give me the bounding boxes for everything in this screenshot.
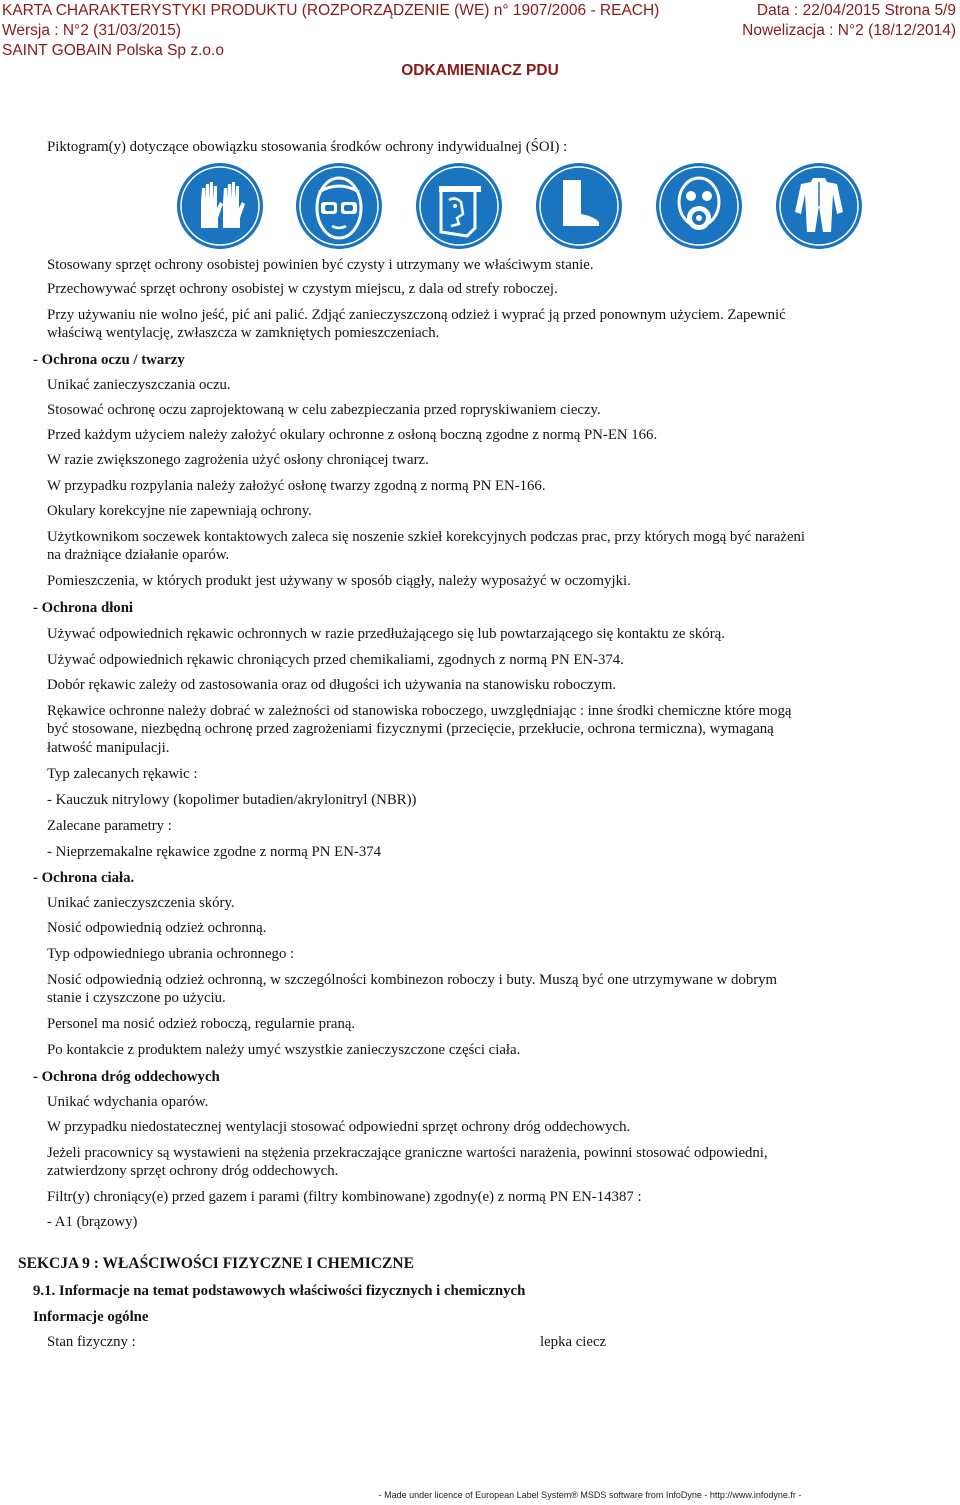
heading-eye-face: - Ochrona oczu / twarzy [33,352,185,368]
face-shield-icon [415,162,503,250]
physical-state-value: lepka ciecz [540,1334,607,1350]
section-9-subtitle: 9.1. Informacje na temat podstawowych właściwości fizycznych i chemicznych [33,1283,526,1299]
text-line: Nosić odpowiednią odzież ochronną. [47,920,267,936]
text-line: Zalecane parametry : [47,818,172,834]
text-line: Stosować ochronę oczu zaprojektowaną w celu zabezpieczania przed ropryskiwaniem cieczy. [47,402,601,418]
safety-boots-icon [535,162,623,250]
general-info-heading: Informacje ogólne [33,1309,149,1325]
heading-body: - Ochrona ciała. [33,870,135,886]
text-line: Dobór rękawic zależy od zastosowania oraz od długości ich używania na stanowisku roboczym. [47,677,617,693]
document-header [0,0,960,82]
text-line: Używać odpowiednich rękawic chroniących przed chemikaliami, zgodnych z normą PN EN-374. [47,652,624,668]
text-line: Unikać wdychania oparów. [47,1094,209,1110]
text-line: Przed każdym użyciem należy założyć okulary ochronne z osłoną boczną zgodne z normą PN-EN 166. [47,427,658,443]
text-line: być stosowane, niezbędną ochronę przed zagrożeniami fizycznymi (przecięcie, przekłucie, ochrona termiczna), wymaganą [47,721,774,737]
text-line: Typ odpowiedniego ubrania ochronnego : [47,946,295,962]
text-line: zatwierdzony sprzęt ochrony dróg oddechowych. [47,1163,339,1179]
text-line: Po kontakcie z produktem należy umyć wszystkie zanieczyszczone części ciała. [47,1042,521,1058]
text-line: Nosić odpowiednią odzież ochronną, w szczególności kombinezon roboczy i buty. Muszą być one utrzymywane w dobrym [47,972,778,988]
text-line: Typ zalecanych rękawic : [47,766,198,782]
text-line: łatwość manipulacji. [47,740,170,756]
header-company: SAINT GOBAIN Polska Sp z.o.o [2,42,224,59]
footer-credit: - Made under licence of European Label System® MSDS software from InfoDyne - http://www.infodyne.fr - [378,1490,802,1500]
text-line: Pomieszczenia, w których produkt jest używany w sposób ciągły, należy wyposażyć w oczomyjki. [47,573,631,589]
text-line: stanie i czyszczone po użyciu. [47,990,226,1006]
respirator-icon [655,162,743,250]
header-date-page: Data : 22/04/2015 Strona 5/9 [756,2,956,19]
text-line: Przy używaniu nie wolno jeść, pić ani palić. Zdjąć zanieczyszczoną odzież i wyprać ją przed ponownym użyciem. Zapewnić [47,307,786,323]
text-line: Unikać zanieczyszczania oczu. [47,377,231,393]
text-line: Jeżeli pracownicy są wystawieni na stężenia przekraczające graniczne wartości narażenia, powinni stosować odpowiedni, [47,1145,768,1161]
text-line: - A1 (brązowy) [47,1214,138,1230]
pictograms-intro: Piktogram(y) dotyczące obowiązku stosowania środków ochrony indywidualnej (ŚOI) : [47,139,568,155]
section-9-title: SEKCJA 9 : WŁAŚCIWOŚCI FIZYCZNE I CHEMICZNE [18,1255,414,1272]
text-line: Rękawice ochronne należy dobrać w zależności od stanowiska roboczego, uwzględniając : inne środki chemiczne które mogą [47,703,792,719]
header-version: Wersja : N°2 (31/03/2015) [2,22,182,39]
text-line: - Nieprzemakalne rękawice zgodne z normą PN EN-374 [47,844,382,860]
text-line: na drażniące działanie oparów. [47,547,230,563]
text-line: Filtr(y) chroniący(e) przed gazem i parami (filtry kombinowane) zgodny(e) z normą PN EN-14387 : [47,1189,642,1205]
text-line: Stosowany sprzęt ochrony osobistej powinien być czysty i utrzymany we właściwym stanie. [47,257,594,273]
text-line: Użytkownikom soczewek kontaktowych zaleca się noszenie szkieł korekcyjnych podczas prac, przy których mogą być narażeni [47,529,806,545]
heading-respiratory: - Ochrona dróg oddechowych [33,1069,220,1085]
header-revision: Nowelizacja : N°2 (18/12/2014) [742,22,956,39]
text-line: W przypadku rozpylania należy założyć osłonę twarzy zgodną z normą PN EN-166. [47,478,546,494]
text-line: Personel ma nosić odzież roboczą, regularnie praną. [47,1016,356,1032]
text-line: Unikać zanieczyszczenia skóry. [47,895,235,911]
text-line: Przechowywać sprzęt ochrony osobistej w czystym miejscu, z dala od strefy roboczej. [47,281,558,297]
text-line: Okulary korekcyjne nie zapewniają ochrony. [47,503,312,519]
header-product: ODKAMIENIACZ PDU [401,62,559,79]
text-line: W razie zwiększonego zagrożenia użyć osłony chroniącej twarz. [47,452,429,468]
physical-state-label: Stan fizyczny : [47,1334,136,1350]
goggles-icon [295,162,383,250]
pictogram-row [176,162,806,254]
text-line: właściwą wentylację, zwłaszcza w zamkniętych pomieszczeniach. [47,325,440,341]
text-line: Używać odpowiednich rękawic ochronnych w razie przedłużającego się lub powtarzającego się kontaktu ze skórą. [47,626,725,642]
text-line: - Kauczuk nitrylowy (kopolimer butadien/akrylonitryl (NBR)) [47,792,417,808]
protective-suit-icon [775,162,863,250]
text-line: W przypadku niedostatecznej wentylacji stosować odpowiedni sprzęt ochrony dróg oddechowych. [47,1119,631,1135]
header-title: KARTA CHARAKTERYSTYKI PRODUKTU (ROZPORZĄDZENIE (WE) n° 1907/2006 - REACH) [2,2,660,19]
gloves-icon [176,162,264,250]
heading-hands: - Ochrona dłoni [33,600,134,616]
